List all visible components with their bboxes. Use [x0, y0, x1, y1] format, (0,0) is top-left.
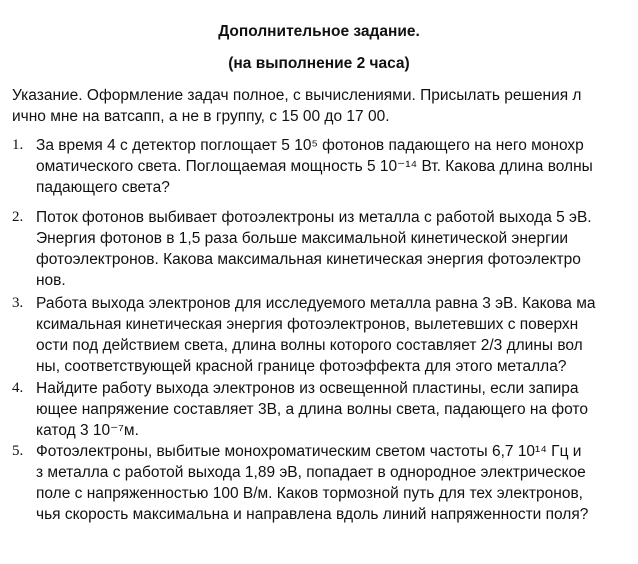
task-3 — [12, 293, 628, 377]
instructions-note — [12, 85, 628, 127]
task-number: 5. — [12, 443, 24, 459]
task-text — [36, 378, 626, 441]
note-line: ично мне на ватсапп, а не в группу, с 15 00 до 17 00. — [12, 108, 390, 125]
document-title: Дополнительное задание. — [218, 23, 420, 40]
task-line: катод 3 10⁻⁷м. — [36, 422, 139, 439]
task-1 — [12, 135, 628, 198]
task-4 — [12, 378, 628, 441]
task-5 — [12, 441, 628, 525]
task-number: 2. — [12, 209, 24, 225]
task-line: з металла с работой выхода 1,89 эВ, попадает в однородное электрическое — [36, 464, 586, 481]
task-line: ны, соответствующей красной границе фотоэффекта для этого металла? — [36, 358, 567, 375]
task-line: нов. — [36, 272, 66, 289]
note-line: Указание. Оформление задач полное, с вычислениями. Присылать решения л — [12, 87, 582, 104]
task-line: фотоэлектронов. Какова максимальная кинетическая энергия фотоэлектро — [36, 251, 581, 268]
task-text — [36, 441, 626, 525]
task-line: падающего света? — [36, 179, 170, 196]
task-line: Фотоэлектроны, выбитые монохроматическим светом частоты 6,7 10¹⁴ Гц и — [36, 443, 582, 460]
task-line: Работа выхода электронов для исследуемого металла равна 3 эВ. Какова ма — [36, 295, 596, 312]
task-text — [36, 207, 626, 291]
task-2 — [12, 207, 628, 291]
task-line: Найдите работу выхода электронов из освещенной пластины, если запира — [36, 380, 579, 397]
task-text — [36, 135, 626, 198]
task-line: оматического света. Поглощаемая мощность 5 10⁻¹⁴ Вт. Какова длина волны — [36, 158, 593, 175]
task-line: Энергия фотонов в 1,5 раза больше максимальной кинетической энергии — [36, 230, 569, 247]
task-text — [36, 293, 626, 377]
task-line: ющее напряжение составляет 3В, а длина волны света, падающего на фото — [36, 401, 588, 418]
task-line: поле с напряженностью 100 В/м. Каков тормозной путь для тех электронов, — [36, 485, 583, 502]
task-number: 4. — [12, 380, 24, 396]
task-line: Поток фотонов выбивает фотоэлектроны из металла с работой выхода 5 эВ. — [36, 209, 592, 226]
task-number: 1. — [12, 137, 24, 153]
document-subtitle: (на выполнение 2 часа) — [228, 55, 410, 72]
task-line: чья скорость максимальна и направлена вдоль линий напряженности поля? — [36, 506, 589, 523]
task-number: 3. — [12, 295, 24, 311]
task-line: За время 4 с детектор поглощает 5 10⁵ фотонов падающего на него монохр — [36, 137, 584, 154]
task-line: ксимальная кинетическая энергия фотоэлектронов, вылетевших с поверхн — [36, 316, 579, 333]
task-line: ости под действием света, длина волны которого составляет 2/3 длины вол — [36, 337, 583, 354]
